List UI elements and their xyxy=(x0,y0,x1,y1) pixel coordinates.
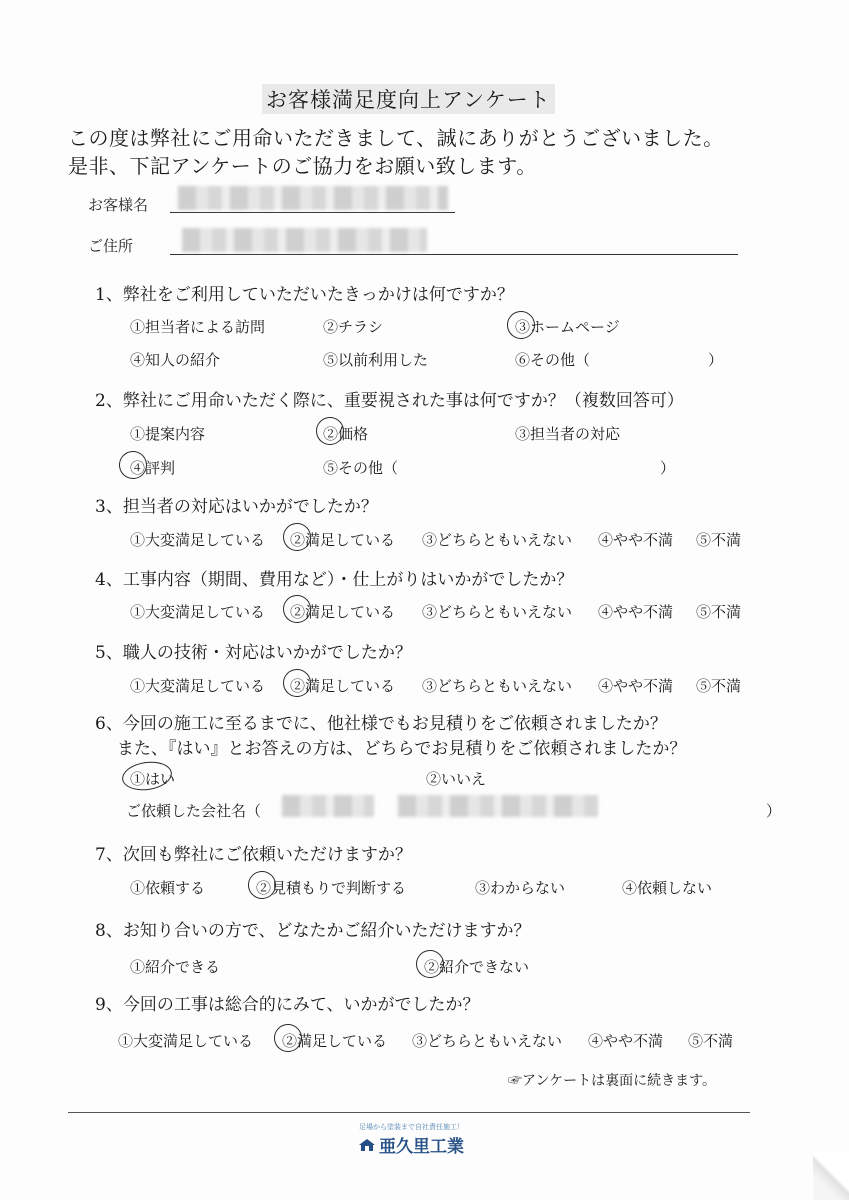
q1-option-6-close: ） xyxy=(708,351,724,369)
q7-option-1: ①依頼する xyxy=(130,879,206,897)
q2-option-2: ②価格 xyxy=(323,425,369,443)
q6-option-1: ①はい xyxy=(130,770,176,788)
page-title: お客様満足度向上アンケート xyxy=(262,84,555,114)
q9-option-1: ①大変満足している xyxy=(118,1032,254,1050)
question-7: 7、次回も弊社にご依頼いただけますか？ xyxy=(95,845,412,865)
redacted-company-1 xyxy=(282,795,374,817)
q5-option-2: ②満足している xyxy=(290,677,396,695)
q4-option-4: ④やや不満 xyxy=(598,603,674,621)
q1-option-6: ⑥その他（ xyxy=(515,351,591,369)
intro-line-1: この度は弊社にご用命いただきまして、誠にありがとうございました。 xyxy=(68,126,724,150)
logo-tagline: 足場から塗装まで自社責任施工！ xyxy=(359,1123,464,1131)
question-6-line-2: また、『はい』とお答えの方は、どちらでお見積りをご依頼されましたか？ xyxy=(117,739,687,759)
question-1: 1、弊社をご利用していただいたきっかけは何ですか？ xyxy=(95,285,514,305)
customer-name-line xyxy=(170,212,455,213)
q8-option-1: ①紹介できる xyxy=(130,958,221,976)
q2-option-1: ①提案内容 xyxy=(130,425,206,443)
footer-divider xyxy=(68,1112,750,1113)
q2-option-3: ③担当者の対応 xyxy=(515,425,621,443)
address-line xyxy=(170,254,738,255)
q3-option-4: ④やや不満 xyxy=(598,531,674,549)
question-4: 4、工事内容（期間、費用など）・仕上がりはいかがでしたか？ xyxy=(95,570,574,590)
address-label: ご住所 xyxy=(88,237,134,255)
q3-option-3: ③どちらともいえない xyxy=(422,531,573,549)
question-3: 3、担当者の対応はいかがでしたか？ xyxy=(95,497,378,517)
q9-option-3: ③どちらともいえない xyxy=(412,1032,563,1050)
redacted-customer-name xyxy=(178,186,448,210)
question-2: 2、弊社にご用命いただく際に、重要視された事は何ですか？（複数回答可） xyxy=(95,391,684,411)
q6-option-2: ②いいえ xyxy=(426,770,487,788)
question-9: 9、今回の工事は総合的にみて、いかがでしたか？ xyxy=(95,995,480,1015)
q1-option-2: ②チラシ xyxy=(323,318,384,336)
customer-name-label: お客様名 xyxy=(88,196,149,214)
q5-option-4: ④やや不満 xyxy=(598,677,674,695)
q6-company-close: ） xyxy=(766,802,782,820)
q9-option-2: ②満足している xyxy=(282,1032,388,1050)
q2-option-4: ④評判 xyxy=(130,459,176,477)
q1-option-3: ③ホームページ xyxy=(515,318,620,336)
q7-option-3: ③わからない xyxy=(475,879,566,897)
q7-option-2: ②見積もりで判断する xyxy=(256,879,407,897)
q3-option-1: ①大変満足している xyxy=(130,531,266,549)
q8-option-2: ②紹介できない xyxy=(424,958,530,976)
page-curl xyxy=(813,1152,849,1200)
redacted-address xyxy=(182,228,427,252)
q5-option-3: ③どちらともいえない xyxy=(422,677,573,695)
q2-option-5: ⑤その他（ xyxy=(323,459,399,477)
house-icon xyxy=(358,1138,376,1152)
question-6: 6、今回の施工に至るまでに、他社様でもお見積りをご依頼されましたか？ xyxy=(95,714,667,734)
q1-option-1: ①担当者による訪問 xyxy=(130,318,266,336)
q5-option-5: ⑤不満 xyxy=(696,677,742,695)
q4-option-2: ②満足している xyxy=(290,603,396,621)
continue-note: ☞アンケートは裏面に続きます。 xyxy=(508,1073,717,1089)
q7-option-4: ④依頼しない xyxy=(622,879,713,897)
q3-option-2: ②満足している xyxy=(290,531,396,549)
q3-option-5: ⑤不満 xyxy=(696,531,742,549)
q5-option-1: ①大変満足している xyxy=(130,677,266,695)
intro-line-2: 是非、下記アンケートのご協力をお願い致します。 xyxy=(68,154,537,178)
redacted-company-2 xyxy=(398,795,598,817)
q4-option-5: ⑤不満 xyxy=(696,603,742,621)
logo-name: 亜久里工業 xyxy=(379,1137,464,1157)
company-logo xyxy=(358,1122,464,1157)
q9-option-4: ④やや不満 xyxy=(588,1032,664,1050)
q4-option-3: ③どちらともいえない xyxy=(422,603,573,621)
q9-option-5: ⑤不満 xyxy=(688,1032,734,1050)
q1-option-4: ④知人の紹介 xyxy=(130,351,221,369)
q4-option-1: ①大変満足している xyxy=(130,603,266,621)
question-5: 5、職人の技術・対応はいかがでしたか？ xyxy=(95,643,412,663)
q1-option-5: ⑤以前利用した xyxy=(323,351,429,369)
question-8: 8、お知り合いの方で、どなたかご紹介いただけますか？ xyxy=(95,921,531,941)
q2-option-5-close: ） xyxy=(660,459,676,477)
q6-company-label: ご依頼した会社名（ xyxy=(126,802,262,820)
